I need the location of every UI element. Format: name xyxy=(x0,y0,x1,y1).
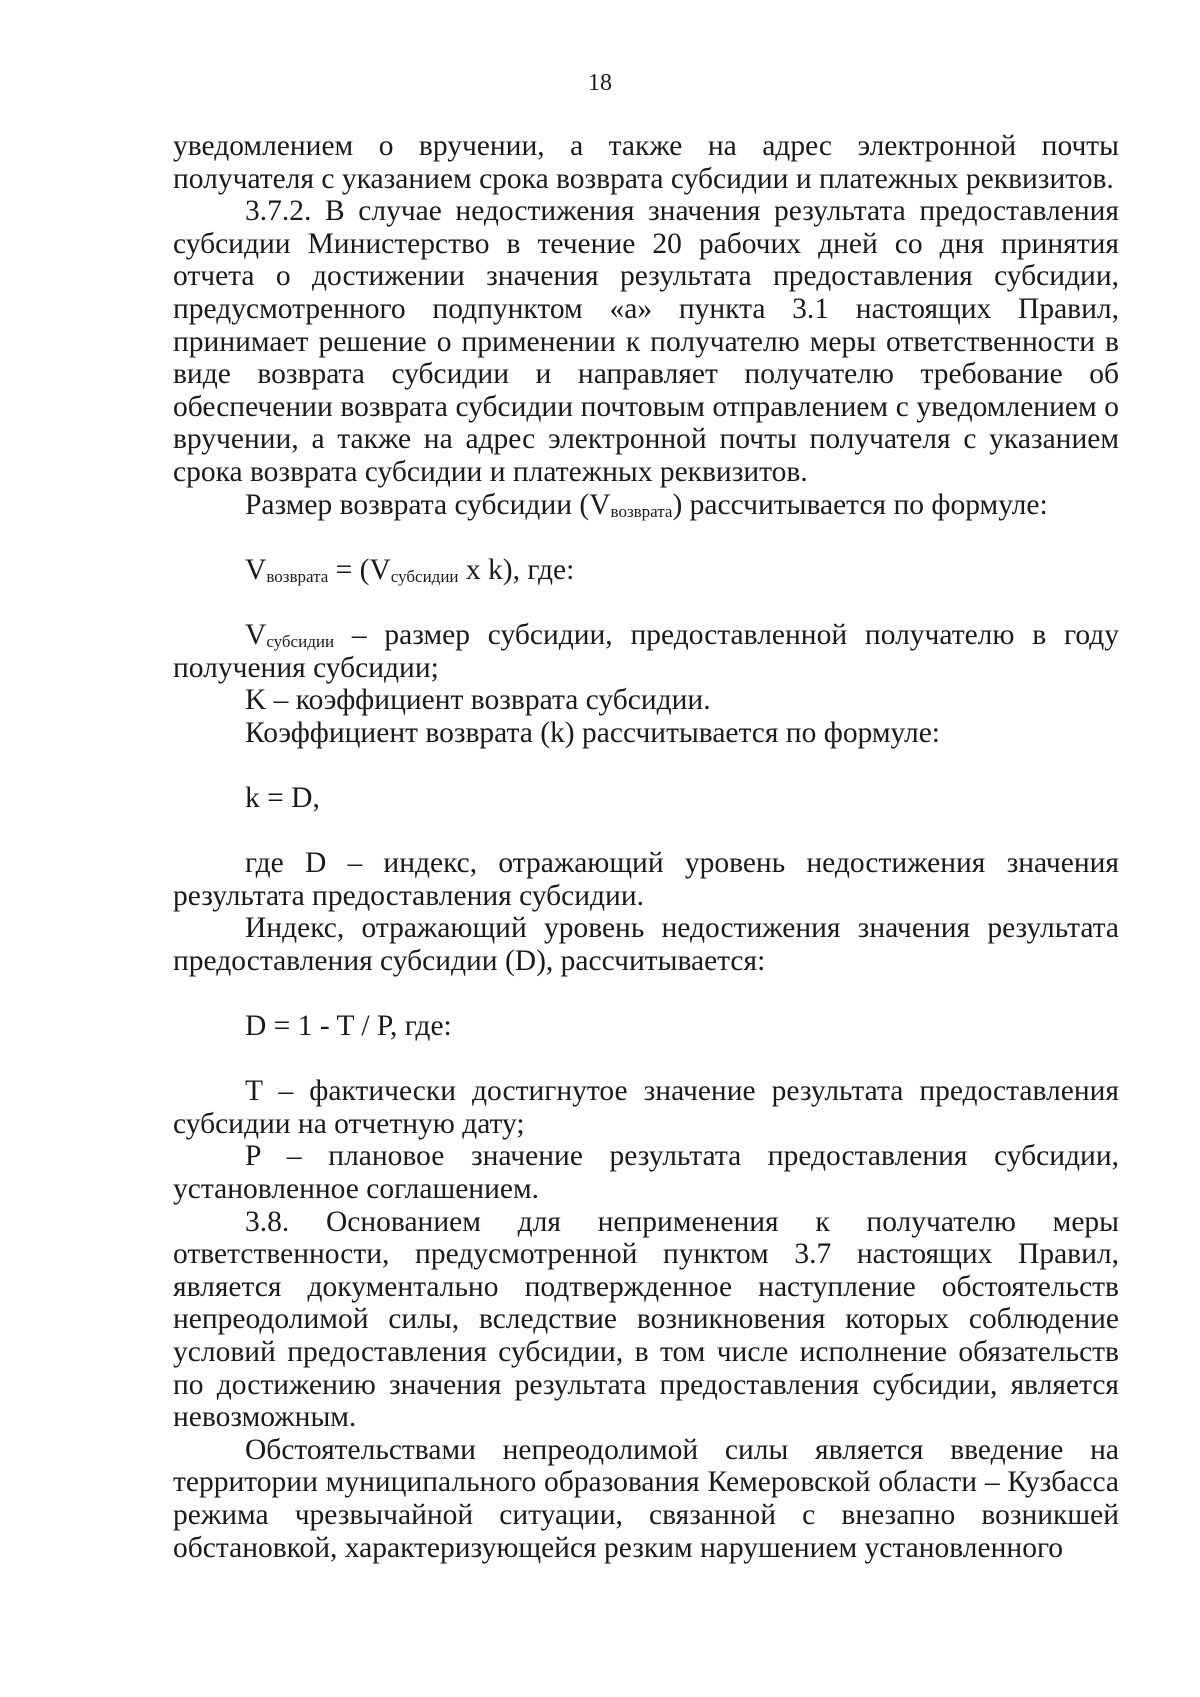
formula-return-size xyxy=(173,554,1119,587)
formula-end: х k), где: xyxy=(458,553,575,586)
paragraph-3-7-2: 3.7.2. В случае недостижения значения результата предоставления субсидии Министерство в течение 20 рабочих дней со дня принятия отчета о достижении значения результата предоставления субсидии, предусмотренного подпунктом «а» пункта 3.1 настоящих Правил, принимает решение о применении к получателю меры ответственности в виде возврата субсидии и направляет получателю требование об обеспечении возврата субсидии почтовым отправлением с уведомлением о вручении, а также на адрес электронной почты получателя с указанием срока возврата субсидии и платежных реквизитов. xyxy=(173,195,1119,488)
paragraph-force-majeure: Обстоятельствами непреодолимой силы является введение на территории муниципального образования Кемеровской области – Кузбасса режима чрезвычайной ситуации, связанной с внезапно возникшей обстановкой, характеризующейся резким нарушением установленного xyxy=(173,1433,1119,1564)
paragraph-3-8: 3.8. Основанием для неприменения к получателю меры ответственности, предусмотренной пунктом 3.7 настоящих Правил, является документально подтвержденное наступление обстоятельств непреодолимой силы, вследствие возникновения которых соблюдение условий предоставления субсидии, в том числе исполнение обязательств по достижению значения результата предоставления субсидии, является невозможным. xyxy=(173,1205,1119,1434)
paragraph-k-formula-intro: Коэффициент возврата (k) рассчитывается по формуле: xyxy=(245,716,941,749)
document-body xyxy=(173,130,1119,1564)
page-number: 18 xyxy=(588,70,612,96)
formula-d: D = 1 - T / P, где: xyxy=(245,1010,452,1043)
return-size-text-start: Размер возврата субсидии (V xyxy=(245,488,611,521)
subscript-vozvrata: возврата xyxy=(610,501,673,521)
definition-d: где D – индекс, отражающий уровень недостижения значения результата предоставления субсидии. xyxy=(173,847,1119,912)
paragraph-d-intro: Индекс, отражающий уровень недостижения значения результата предоставления субсидии (D), рассчитывается: xyxy=(173,912,1119,977)
formula-v: V xyxy=(245,553,267,586)
formula-subscript-vozvrata: возврата xyxy=(266,566,329,586)
paragraph-return-size xyxy=(173,489,1119,522)
formula-k: k = D, xyxy=(245,781,320,814)
definition-v: V xyxy=(245,618,267,651)
definition-subscript-subsidii: субсидии xyxy=(266,631,335,651)
definition-p: P – плановое значение результата предоставления субсидии, установленное соглашением. xyxy=(173,1140,1119,1205)
definition-v-text: – размер субсидии, предоставленной получателю в году получения субсидии; xyxy=(173,618,1119,684)
definition-k: K – коэффициент возврата субсидии. xyxy=(245,684,711,717)
paragraph-continuation: уведомлением о вручении, а также на адрес электронной почты получателя с указанием срока возврата субсидии и платежных реквизитов. xyxy=(173,130,1119,195)
definition-t: T – фактически достигнутое значение результата предоставления субсидии на отчетную дату; xyxy=(173,1075,1119,1140)
definition-v-subsidii xyxy=(173,619,1119,684)
formula-middle: = (V xyxy=(328,553,391,586)
formula-subscript-subsidii: субсидии xyxy=(390,566,459,586)
return-size-text-end: ) рассчитывается по формуле: xyxy=(672,488,1048,521)
